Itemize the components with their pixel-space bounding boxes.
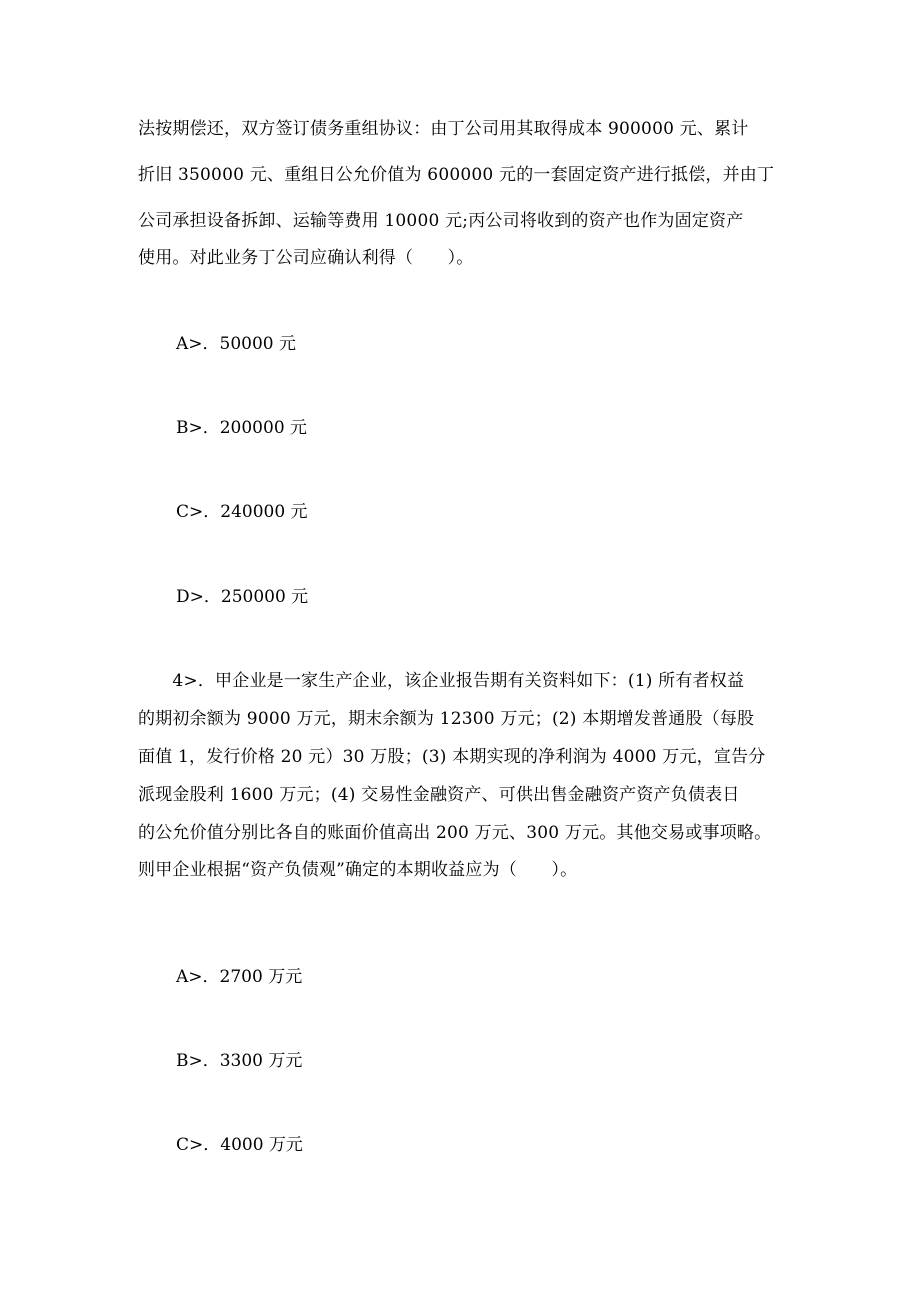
q3-option-d: D>．250000 元 — [176, 587, 309, 607]
q4-text-line-4: 派现金股利 1600 万元；(4) 交易性金融资产、可供出售金融资产资产负债表日 — [138, 785, 740, 805]
q4-text-line-3: 面值 1，发行价格 20 元）30 万股；(3) 本期实现的净利润为 4000 万元，宣告分 — [138, 747, 766, 767]
q4-option-a: A>．2700 万元 — [176, 967, 303, 987]
q3-text-line-4: 使用。对此业务丁公司应确认利得（ ）。 — [138, 248, 474, 268]
q4-option-c: C>．4000 万元 — [176, 1135, 303, 1155]
q3-option-c: C>．240000 元 — [176, 502, 308, 522]
q4-text-line-6: 则甲企业根据“资产负债观”确定的本期收益应为（ ）。 — [138, 860, 578, 880]
q3-text-line-2: 折旧 350000 元、重组日公允价值为 600000 元的一套固定资产进行抵偿，并由丁 — [138, 165, 775, 185]
q4-option-b: B>．3300 万元 — [176, 1051, 303, 1071]
q3-text-line-3: 公司承担设备拆卸、运输等费用 10000 元;丙公司将收到的资产也作为固定资产 — [138, 211, 744, 231]
q4-text-line-2: 的期初余额为 9000 万元，期末余额为 12300 万元；(2) 本期增发普通股（每股 — [138, 709, 755, 729]
q3-text-line-1: 法按期偿还，双方签订债务重组协议：由丁公司用其取得成本 900000 元、累计 — [138, 119, 749, 139]
q4-text-line-1: 4>．甲企业是一家生产企业，该企业报告期有关资料如下：(1) 所有者权益 — [138, 671, 745, 691]
q3-option-a: A>．50000 元 — [176, 334, 297, 354]
q4-text-line-5: 的公允价值分别比各自的账面价值高出 200 万元、300 万元。其他交易或事项略。 — [138, 823, 772, 843]
q3-option-b: B>．200000 元 — [176, 418, 308, 438]
